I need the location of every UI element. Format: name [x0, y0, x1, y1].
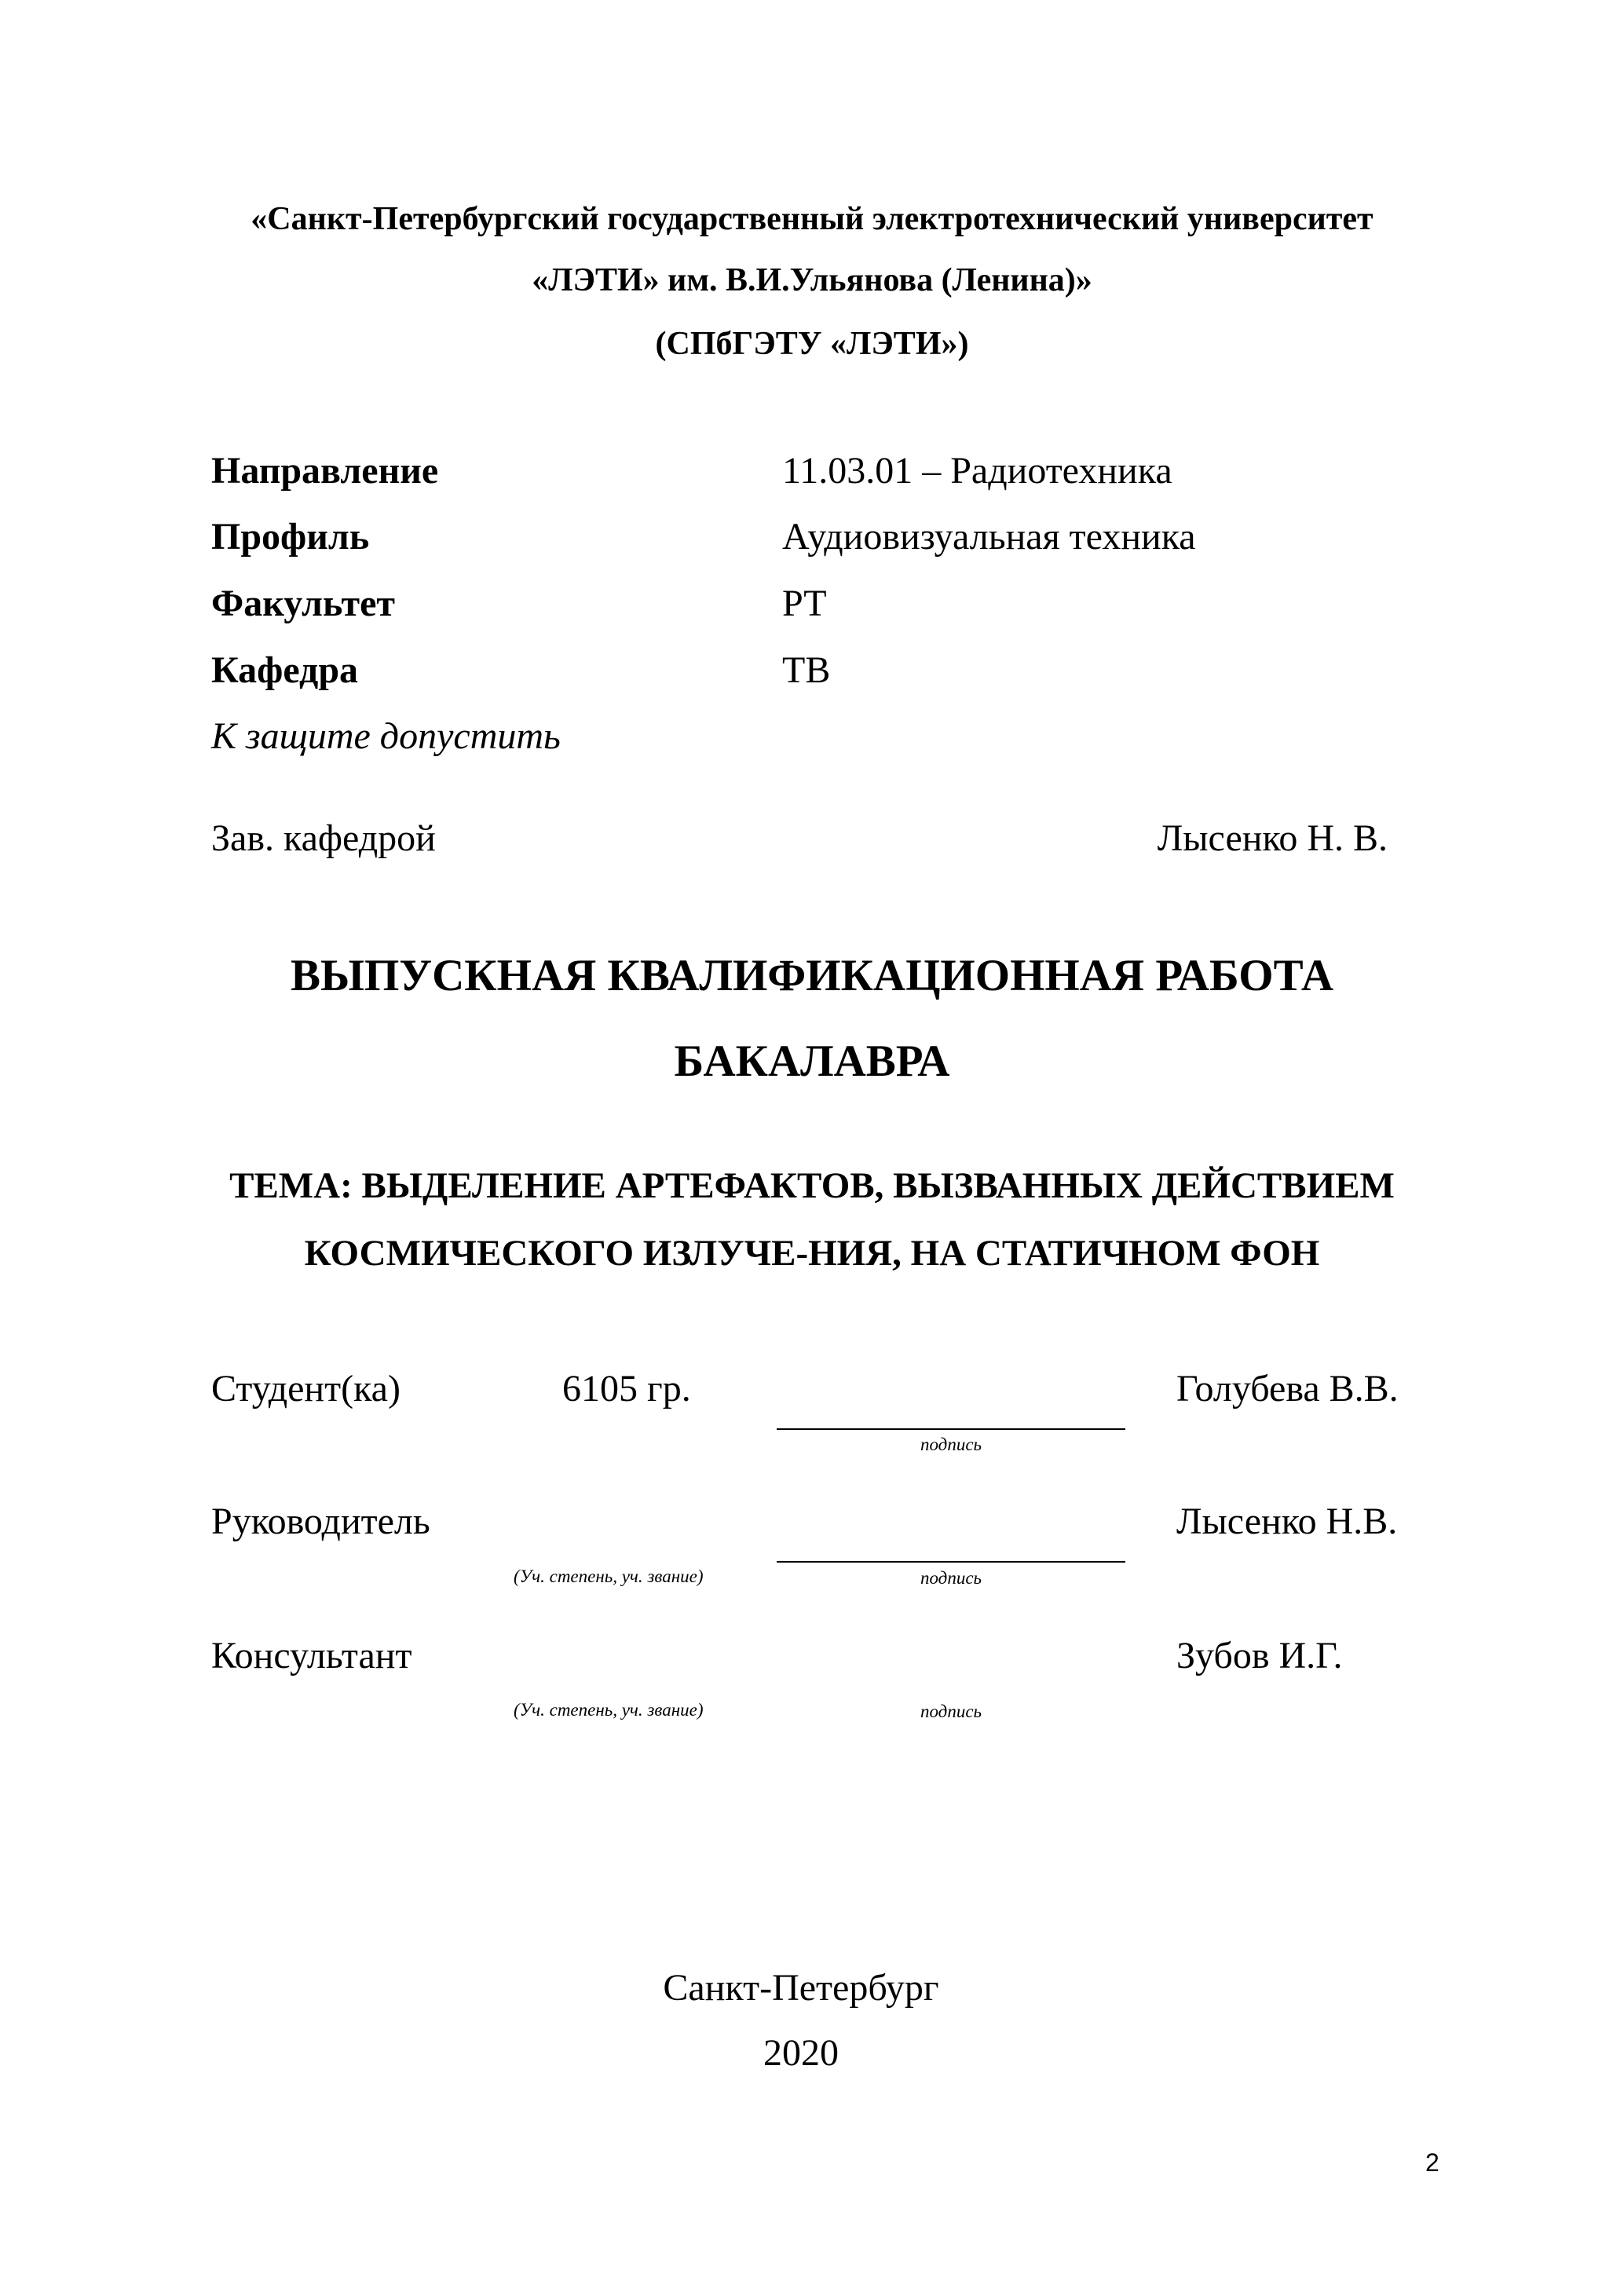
- city: Санкт-Петербург: [663, 1967, 939, 2009]
- university-name-line1: «Санкт-Петербургский государственный электротехнический университет: [251, 201, 1373, 237]
- admit-to-defense: К защите допустить: [211, 715, 561, 757]
- supervisor-degree-caption: (Уч. степень, уч. звание): [514, 1567, 704, 1586]
- theme-line1: ТЕМА: ВЫДЕЛЕНИЕ АРТЕФАКТОВ, ВЫЗВАННЫХ ДЕЙСТВИЕМ: [229, 1165, 1395, 1206]
- head-of-dept-label: Зав. кафедрой: [211, 817, 436, 859]
- theme-line2: КОСМИЧЕСКОГО ИЗЛУЧЕ-НИЯ, НА СТАТИЧНОМ ФОН: [304, 1233, 1320, 1274]
- work-title-line2: БАКАЛАВРА: [674, 1036, 950, 1086]
- supervisor-sign-caption: подпись: [920, 1568, 982, 1588]
- university-abbreviation: (СПбГЭТУ «ЛЭТИ»): [655, 326, 969, 362]
- consultant-name: Зубов И.Г.: [1176, 1635, 1343, 1676]
- consultant-role: Консультант: [211, 1635, 412, 1676]
- supervisor-role: Руководитель: [211, 1501, 430, 1542]
- info-value-faculty: РТ: [782, 583, 827, 624]
- supervisor-signature-line: [777, 1561, 1125, 1563]
- year: 2020: [763, 2032, 839, 2074]
- info-value-direction: 11.03.01 – Радиотехника: [782, 450, 1172, 492]
- consultant-degree-caption: (Уч. степень, уч. звание): [514, 1700, 704, 1720]
- supervisor-name: Лысенко Н.В.: [1176, 1501, 1398, 1542]
- university-name-line2: «ЛЭТИ» им. В.И.Ульянова (Ленина)»: [532, 262, 1092, 298]
- student-role: Студент(ка): [211, 1368, 401, 1409]
- student-group: 6105 гр.: [562, 1368, 691, 1409]
- work-title-line1: ВЫПУСКНАЯ КВАЛИФИКАЦИОННАЯ РАБОТА: [290, 951, 1333, 1000]
- info-label-profile: Профиль: [211, 516, 370, 558]
- student-name: Голубева В.В.: [1176, 1368, 1399, 1409]
- page-number: 2: [1425, 2148, 1439, 2177]
- student-signature-line: [777, 1428, 1125, 1430]
- info-label-department: Кафедра: [211, 649, 359, 691]
- head-of-dept-name: Лысенко Н. В.: [1157, 817, 1388, 859]
- consultant-sign-caption: подпись: [920, 1702, 982, 1721]
- info-value-department: ТВ: [782, 649, 831, 691]
- info-label-faculty: Факультет: [211, 583, 395, 624]
- student-sign-caption: подпись: [920, 1435, 982, 1454]
- info-value-profile: Аудиовизуальная техника: [782, 516, 1196, 558]
- info-label-direction: Направление: [211, 450, 439, 492]
